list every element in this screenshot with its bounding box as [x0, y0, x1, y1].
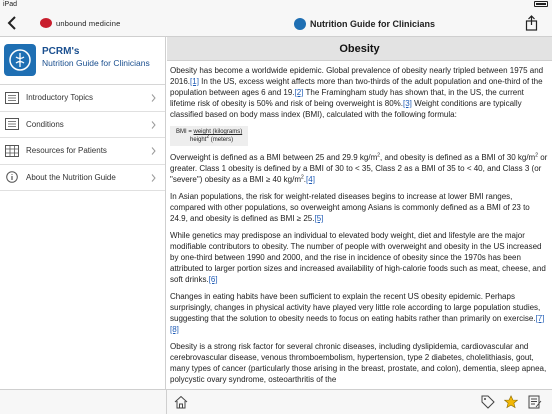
paragraph: Changes in eating habits have been sufficient to explain the recent US obesity epidemic. Perhaps surprisingly, changes in physical activity have played very little role according to large population studies, suggesting that the solution to obesity needs to focus on eating habits rather than primarily on exercise.[7][8]	[170, 292, 545, 334]
app-icon	[294, 18, 306, 30]
home-icon[interactable]	[174, 395, 188, 409]
logo-mark-icon	[40, 18, 52, 28]
reference-link[interactable]: [5]	[314, 214, 324, 223]
chevron-right-icon	[151, 147, 156, 155]
battery-icon	[534, 1, 548, 7]
nav-title-group	[294, 16, 435, 32]
back-chevron-icon[interactable]	[6, 15, 18, 31]
reference-link[interactable]: [8]	[170, 325, 179, 334]
reference-link[interactable]: [4]	[306, 175, 315, 184]
sidebar-item-label: Resources for Patients	[26, 146, 107, 156]
unbound-medicine-logo[interactable]	[40, 16, 121, 30]
chevron-right-icon	[151, 94, 156, 102]
paragraph: In Asian populations, the risk for weight-related diseases begins to increase at lower BMI ranges, compared with other populations, so overweight among Asians is commonly defined as a BMI of 23 to 24.9, and obesity is defined as BMI ≥ 25.[5]	[170, 192, 530, 223]
brand-subtitle: Nutrition Guide for Clinicians	[42, 58, 150, 68]
list-icon	[5, 92, 19, 104]
brand-title: PCRM's	[42, 46, 80, 57]
reference-link[interactable]: [3]	[403, 99, 412, 108]
info-icon	[5, 171, 19, 183]
sidebar-item-label: Conditions	[26, 119, 64, 129]
sidebar-item-resources-for-patients[interactable]	[0, 138, 165, 165]
paragraph: Obesity is a strong risk factor for several chronic diseases, including dyslipidemia, cardiovascular and cerebrovascular disease, venous thromboembolism, hypertension, type 2 diabetes, cholelithiasis, gout, many types of cancer (particularly those arising in the breast, prostate, and colon), dementia, sleep apnea, polycystic ovary syndrome, osteoarthritis of the	[170, 342, 547, 384]
reference-link[interactable]: [1]	[190, 77, 199, 86]
reference-link[interactable]: [7]	[535, 314, 545, 323]
caduceus-icon	[4, 44, 36, 76]
status-bar	[0, 0, 552, 10]
main-content[interactable]	[167, 37, 552, 389]
chevron-right-icon	[151, 174, 156, 182]
paragraph: Overweight is defined as a BMI between 25 and 29.9 $kg/m^2$, and obesity is defined as a BMI of 30 $kg/m^2$ or greater. Class 1 obesity is defined by a BMI of 30 to < 35, Class 2 as a BMI of 35 to < 40, and Class 3 (or "severe") obesity as a BMI ≥ 40 $kg/m^2.[4]$	[170, 152, 548, 184]
chevron-right-icon	[151, 121, 156, 129]
tag-icon[interactable]	[481, 395, 495, 409]
sidebar-item-introductory-topics[interactable]	[0, 85, 165, 112]
sidebar-item-about[interactable]	[0, 165, 165, 192]
nav-bar	[0, 10, 552, 37]
sidebar-item-label: Introductory Topics	[26, 93, 93, 103]
reference-link[interactable]: [2]	[294, 88, 304, 97]
star-icon[interactable]	[504, 395, 518, 409]
logo-text: unbound medicine	[56, 18, 121, 28]
sidebar-item-conditions[interactable]	[0, 112, 165, 139]
article-body	[167, 61, 552, 385]
page-title: Obesity	[167, 37, 552, 61]
paragraph: While genetics may predispose an individual to elevated body weight, diet and lifestyle are the major modifiable contributors to obesity. The number of people with overweight and obesity in the US increased by one-third between 1990 and 2000, and the rise in incidence of obesity since the 1970s has been attributed to larger portion sizes and increased availability of high-calorie foods such as meat, cheese, and soft drinks.[6]	[170, 231, 546, 284]
notes-icon[interactable]	[528, 395, 542, 409]
sidebar	[0, 37, 166, 414]
sidebar-item-label: About the Nutrition Guide	[26, 172, 116, 182]
grid-icon	[5, 145, 19, 157]
sidebar-bottom-bar	[0, 389, 166, 414]
device-label: iPad	[3, 1, 18, 8]
battery-indicator	[532, 0, 548, 10]
paragraph: Obesity has become a worldwide epidemic. Global prevalence of obesity nearly tripled between 1975 and 2016.[1] In the US, excess weight affects more than two-thirds of the adult population and one-third of the population between ages 6 and 19.[2] The Framingham study has shown that, in the US, the current lifetime risk of obesity is 50% and risk of being overweight is 80%.[3] Weight conditions are typically classified based on body mass index (BMI), calculated with the following formula:	[170, 66, 544, 119]
list-icon	[5, 118, 19, 130]
share-icon[interactable]	[525, 15, 538, 31]
bottom-toolbar	[166, 389, 552, 414]
sidebar-brand	[0, 37, 165, 85]
reference-link[interactable]: [6]	[208, 275, 218, 284]
bmi-formula: BMI = weight (kilograms) height$^2$ (meters)	[170, 126, 248, 146]
nav-title: Nutrition Guide for Clinicians	[310, 19, 436, 29]
